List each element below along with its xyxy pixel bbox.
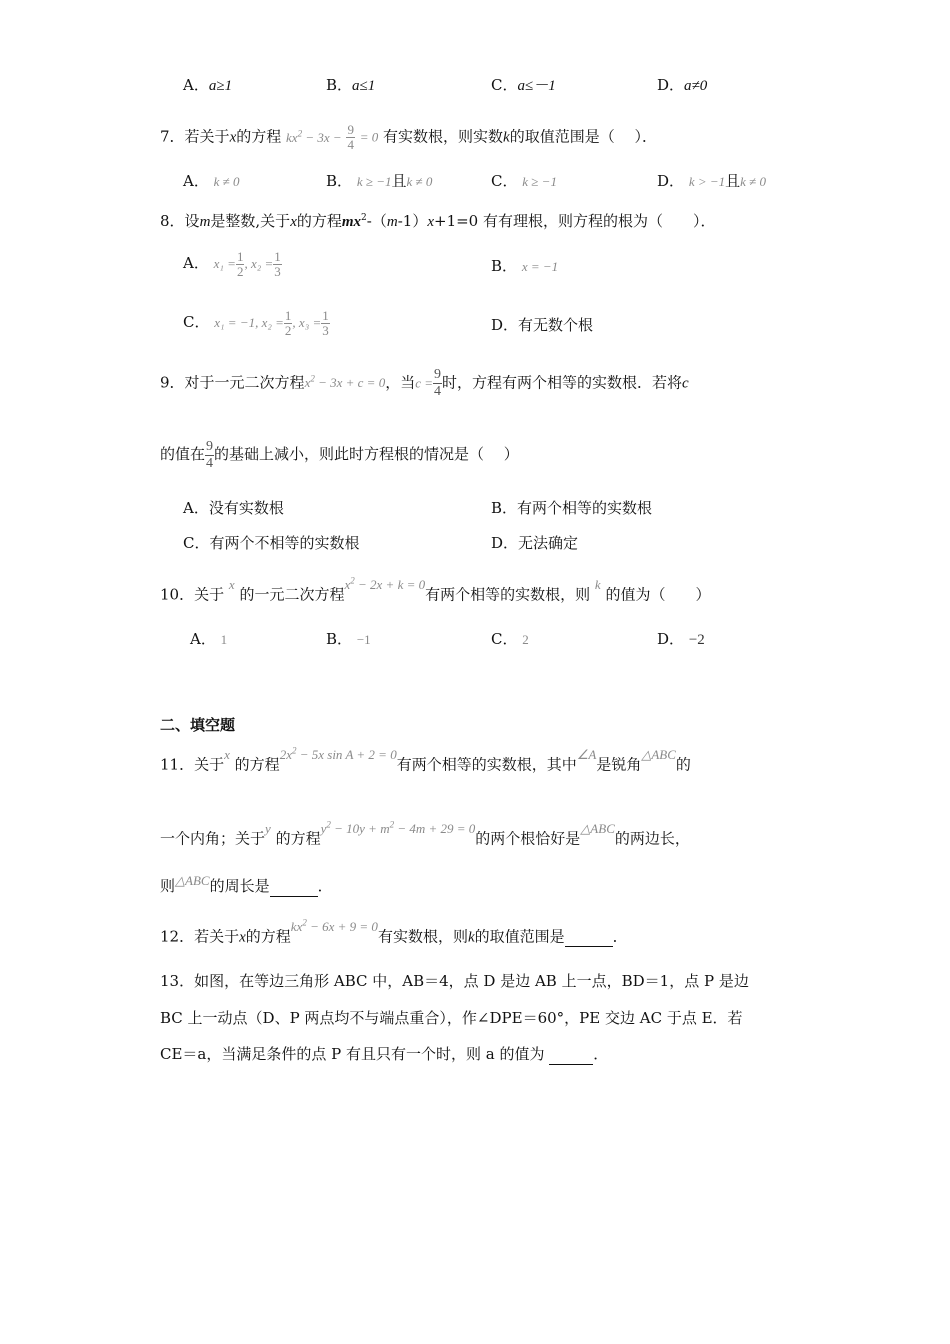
q9-option-b: B．有两个相等的实数根	[491, 499, 653, 517]
q12-answer-blank[interactable]	[565, 926, 613, 947]
q10-option-a: A． 1	[190, 630, 228, 648]
q6-option-a: A．a≥1	[183, 76, 233, 94]
q8-stem: 8．设m是整数,关于x的方程$mx^2-(m-1)x+1=0$ 有有理根，则方程的根为（ ）．	[160, 212, 716, 230]
q10-option-d: D． −2	[657, 630, 705, 648]
q9-option-a: A．没有实数根	[183, 499, 284, 517]
q13-answer-blank[interactable]	[549, 1044, 593, 1065]
q13-line2: BC 上一动点（D、P 两点均不与端点重合），作∠DPE＝60°，PE 交边 AC 于点 E．若	[160, 1009, 743, 1027]
q11-stem-line2: 一个内角；关于y 的方程$y^2 - 10y + m^2 - 4m + 29 = 0$的两个根恰好是△ABC的两边长，	[160, 820, 690, 848]
q11-answer-blank[interactable]	[270, 876, 318, 897]
q13-line1: 13．如图，在等边三角形 ABC 中，AB＝4，点 D 是边 AB 上一点，BD＝1，点 P 是边	[160, 972, 749, 990]
q9-equation: $x^2 - 3x + c = 0$	[304, 374, 386, 391]
q7-option-d: D． k > −1且k ≠ 0	[657, 172, 767, 190]
q6-option-b: B．a≤1	[326, 76, 376, 94]
q11-stem-line3: 则△ABC的周长是 ．	[160, 873, 333, 895]
q6-option-c: C．a≤－1	[491, 76, 556, 94]
q7-equation: $kx^2 - 3x$ −	[286, 128, 342, 145]
q7-option-c: C． k ≥ −1	[491, 172, 557, 190]
q6-option-d: D．a≠0	[657, 76, 708, 94]
q7-option-a: A． k ≠ 0	[183, 172, 240, 190]
q10-stem: 10．关于 x 的一元二次方程$x^2 - 2x + k = 0$有两个相等的实数根，则 k 的值为（ ）	[160, 576, 711, 604]
q7-stem: 7．若关于x的方程 $kx^2 - 3x$ − $\frac{9}{4}$ = 0 有实数根，则实数k的取值范围是（ ）．	[160, 122, 657, 152]
q13-line3: CE＝a，当满足条件的点 P 有且只有一个时，则 a 的值为 ．	[160, 1045, 609, 1063]
q7-option-b: B． k ≥ −1且k ≠ 0	[326, 172, 433, 190]
q8-option-d: D．有无数个根	[491, 316, 594, 334]
q8-option-c: C． x₁ = −1, x₂ = $\frac{1}{2}$ , x₃ = $\frac{1}{3}$	[183, 307, 329, 338]
q8-option-a: A． x₁ = $\frac{1}{2}$ , x₂ = $\frac{1}{3}$	[183, 248, 281, 279]
q9-option-c: C．有两个不相等的实数根	[183, 534, 360, 552]
q9-stem-line1: 9．对于一元二次方程$x^2 - 3x + c = 0$，当c = $\frac{9}{4}$ 时，方程有两个相等的实数根．若将c	[160, 366, 689, 399]
section-title: 二、填空题	[160, 716, 236, 734]
q8-option-b: B． x = −1	[491, 257, 559, 275]
q10-option-c: C． 2	[491, 630, 529, 648]
q11-stem-line1: 11．关于x 的方程$2x^2 - 5x$ sin A + 2 = 0有两个相等的实数根，其中∠A是锐角△ABC的	[160, 746, 691, 774]
q10-option-b: B． −1	[326, 630, 371, 648]
q9-stem-line2: 的值在 $\frac{9}{4}$ 的基础上减小，则此时方程根的情况是（ ）	[160, 438, 519, 471]
q9-option-d: D．无法确定	[491, 534, 579, 552]
q12-stem: 12．若关于x的方程$kx^2 - 6x + 9 = 0$有实数根，则k的取值范围是 ．	[160, 918, 628, 946]
